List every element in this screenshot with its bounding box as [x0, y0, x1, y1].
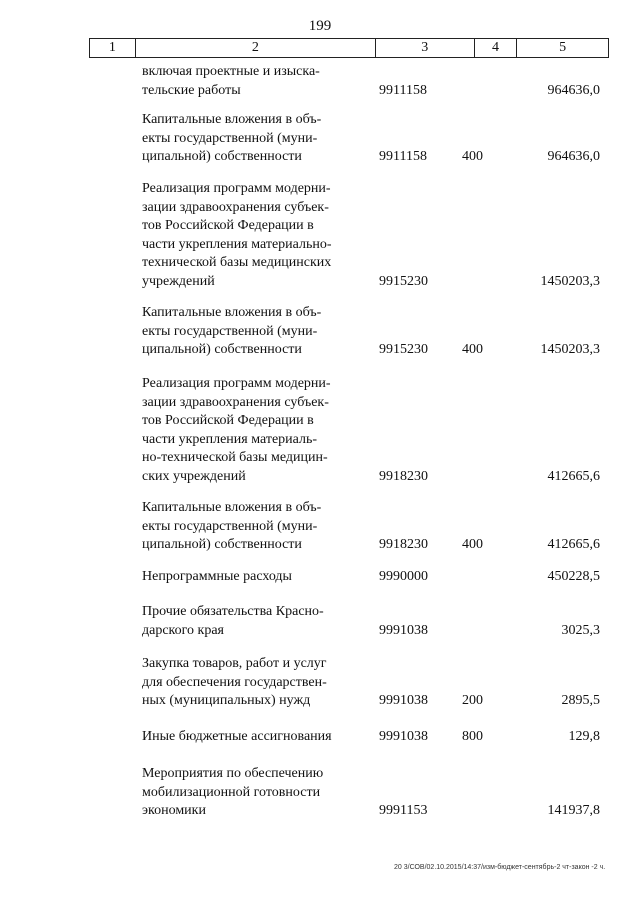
row-description: [142, 180, 350, 291]
column-header-1: 1: [90, 39, 136, 57]
description-line: Реализация программ модерни-: [142, 181, 331, 196]
description-line: зации здравоохранения субъек-: [142, 394, 329, 410]
row-amount: 412665,6: [547, 468, 600, 484]
table-row: [0, 63, 640, 100]
description-line: тельские работы: [142, 82, 241, 98]
row-target-code: 9991038: [379, 693, 428, 708]
row-target-code: 9991038: [379, 729, 428, 744]
row-description: [142, 375, 350, 486]
row-description: [142, 63, 350, 100]
row-amount: 129,8: [568, 729, 600, 744]
row-amount: 2895,5: [561, 693, 600, 708]
description-line: Закупка товаров, работ и услуг: [142, 656, 327, 671]
row-description: [142, 499, 350, 555]
row-target-code: 9991038: [379, 622, 428, 638]
row-amount: 450228,5: [547, 569, 600, 584]
row-description: [142, 568, 350, 587]
description-line: тов Российской Федерации в: [142, 413, 314, 428]
table-row: [0, 568, 640, 587]
row-description: [142, 111, 350, 167]
row-expense-type-code: 400: [462, 149, 483, 164]
row-description: [142, 728, 350, 747]
description-line: ципальной) собственности: [142, 537, 302, 552]
column-header-2: 2: [136, 39, 376, 57]
row-expense-type-code: 200: [462, 693, 483, 708]
column-header-5: 5: [559, 40, 567, 55]
row-target-code: 9918230: [379, 468, 428, 484]
document-footer: 20 3/СОВ/02.10.2015/14:37/изм-бюджет-сентябрь-2 чт-закон -2 ч.: [394, 864, 606, 871]
table-row: [0, 765, 640, 821]
row-amount: 964636,0: [547, 149, 600, 164]
column-header-3: 3: [376, 39, 475, 57]
row-description: [142, 765, 350, 821]
description-line: Капитальные вложения в объ-: [142, 500, 322, 515]
table-row: [0, 375, 640, 486]
description-line: для обеспечения государствен-: [142, 674, 327, 690]
row-amount: 1450203,3: [540, 342, 600, 357]
table-row: [0, 603, 640, 640]
description-line: Иные бюджетные ассигнования: [142, 729, 332, 744]
description-line: зации здравоохранения субъек-: [142, 199, 329, 215]
row-amount: 141937,8: [547, 803, 600, 818]
description-line: ципальной) собственности: [142, 342, 302, 357]
description-line: но-технической базы медицин-: [142, 450, 328, 465]
table-row: [0, 304, 640, 360]
description-line: Реализация программ модерни-: [142, 376, 331, 391]
description-line: екты государственной (муни-: [142, 518, 318, 534]
description-line: Капитальные вложения в объ-: [142, 305, 322, 320]
row-description: [142, 304, 350, 360]
row-amount: 412665,6: [547, 537, 600, 552]
description-line: мобилизационной готовности: [142, 784, 321, 800]
row-amount: 1450203,3: [540, 273, 600, 289]
row-target-code: 9911158: [379, 82, 427, 98]
description-line: экономики: [142, 803, 206, 818]
row-target-code: 9911158: [379, 149, 427, 164]
row-target-code: 9990000: [379, 569, 428, 584]
row-expense-type-code: 800: [462, 729, 483, 744]
row-amount: 3025,3: [561, 622, 600, 638]
description-line: ных (муниципальных) нужд: [142, 693, 311, 708]
description-line: части укрепления материально-: [142, 236, 332, 252]
description-line: включая проектные и изыска-: [142, 64, 320, 79]
row-target-code: 9915230: [379, 273, 428, 289]
description-line: ципальной) собственности: [142, 149, 302, 164]
table-column-header: [89, 38, 609, 58]
description-line: екты государственной (муни-: [142, 323, 318, 339]
description-line: тов Российской Федерации в: [142, 218, 314, 233]
description-line: технической базы медицинских: [142, 255, 332, 270]
page-number: 199: [308, 18, 332, 34]
table-row: [0, 111, 640, 167]
description-line: Мероприятия по обеспечению: [142, 766, 324, 781]
description-line: ских учреждений: [142, 468, 246, 484]
row-description: [142, 655, 350, 711]
row-expense-type-code: 400: [462, 342, 483, 357]
row-target-code: 9915230: [379, 342, 428, 357]
row-description: [142, 603, 350, 640]
row-target-code: 9918230: [379, 537, 428, 552]
column-header-4: 4: [475, 39, 518, 57]
description-line: Непрограммные расходы: [142, 569, 292, 584]
row-amount: 964636,0: [547, 82, 600, 98]
table-row: [0, 180, 640, 291]
description-line: екты государственной (муни-: [142, 130, 318, 146]
description-line: учреждений: [142, 273, 215, 289]
description-line: Прочие обязательства Красно-: [142, 604, 324, 619]
description-line: Капитальные вложения в объ-: [142, 112, 322, 127]
row-expense-type-code: 400: [462, 537, 483, 552]
table-row: [0, 499, 640, 555]
description-line: части укрепления материаль-: [142, 431, 318, 447]
table-row: [0, 728, 640, 747]
row-target-code: 9991153: [379, 803, 428, 818]
description-line: дарского края: [142, 622, 224, 638]
table-row: [0, 655, 640, 711]
